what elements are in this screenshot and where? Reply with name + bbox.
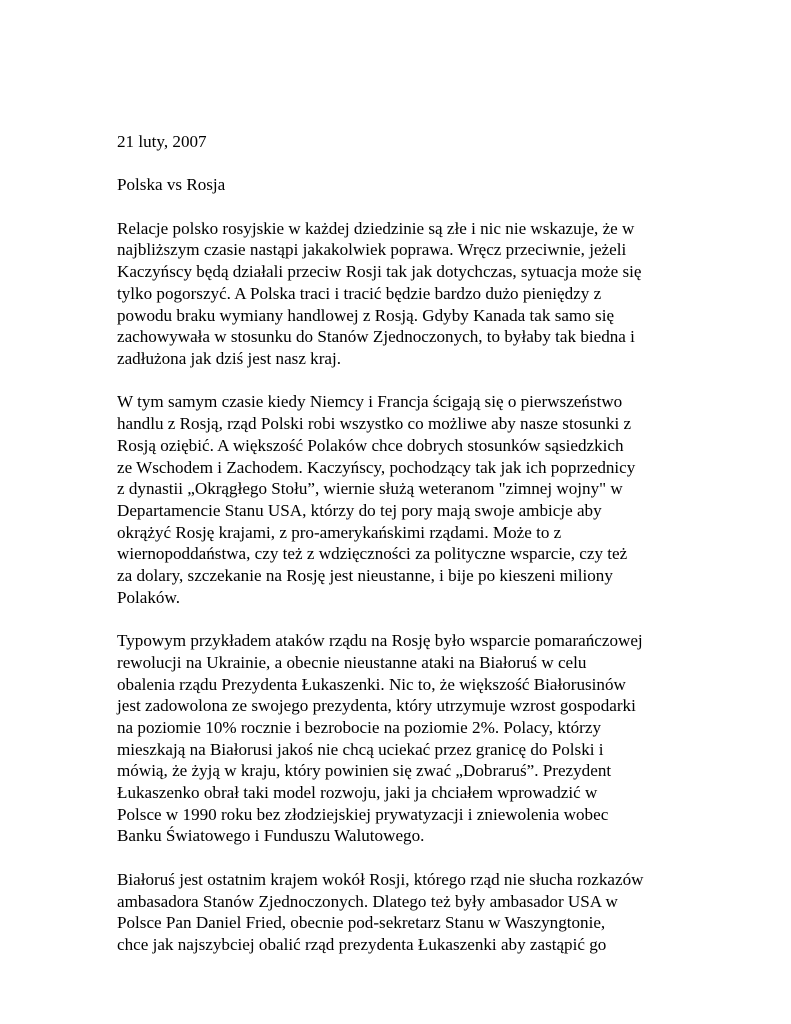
paragraph: [117, 218, 697, 370]
text-line: zadłużona jak dziś jest nasz kraj.: [117, 349, 342, 368]
text-line: Typowym przykładem ataków rządu na Rosję było wsparcie pomarańczowej: [117, 631, 643, 651]
text-line: mieszkają na Białorusi jakoś nie chcą uciekać przez granicę do Polski i: [117, 739, 604, 759]
text-line: Rosją oziębić. A większość Polaków chce dobrych stosunków sąsiedzkich: [117, 435, 624, 455]
text-line: najbliższym czasie nastąpi jakakolwiek poprawa. Wręcz przeciwnie, jeżeli: [117, 240, 627, 260]
text-line: wiernopoddaństwa, czy też z wdzięczności za polityczne wsparcie, czy też: [117, 544, 628, 564]
text-line: Kaczyńscy będą działali przeciw Rosji tak jak dotychczas, sytuacja może się: [117, 262, 642, 282]
document-date: 21 luty, 2007: [117, 132, 207, 151]
text-line: rewolucji na Ukrainie, a obecnie nieustanne ataki na Białoruś w celu: [117, 652, 587, 672]
text-line: okrążyć Rosję krajami, z pro-amerykańskimi rządami. Może to z: [117, 522, 562, 542]
text-line: za dolary, szczekanie na Rosję jest nieustanne, i bije po kieszeni miliony: [117, 566, 613, 586]
text-line: Departamencie Stanu USA, którzy do tej pory mają swoje ambicje aby: [117, 500, 602, 520]
text-line: powodu braku wymiany handlowej z Rosją. Gdyby Kanada tak samo się: [117, 305, 615, 325]
text-line: z dynastii „Okrągłego Stołu”, wiernie służą weteranom "zimnej wojny" w: [117, 479, 623, 499]
text-line: Białoruś jest ostatnim krajem wokół Rosji, którego rząd nie słucha rozkazów: [117, 869, 644, 889]
text-line: obalenia rządu Prezydenta Łukaszenki. Nic to, że większość Białorusinów: [117, 674, 626, 694]
document-title: Polska vs Rosja: [117, 175, 226, 195]
text-line: handlu z Rosją, rząd Polski robi wszystko co możliwe aby nasze stosunki z: [117, 414, 632, 434]
text-line: tylko pogorszyć. A Polska traci i tracić będzie bardzo dużo pieniędzy z: [117, 283, 602, 303]
text-line: mówią, że żyją w kraju, który powinien się zwać „Dobraruś”. Prezydent: [117, 761, 612, 781]
text-line: chce jak najszybciej obalić rząd prezydenta Łukaszenki aby zastąpić go: [117, 934, 607, 954]
text-line: jest zadowolona ze swojego prezydenta, który utrzymuje wzrost gospodarki: [117, 696, 636, 716]
text-line: zachowywała w stosunku do Stanów Zjednoczonych, to byłaby tak biedna i: [117, 327, 635, 347]
text-line: na poziomie 10% rocznie i bezrobocie na poziomie 2%. Polacy, którzy: [117, 717, 601, 737]
text-line: Relacje polsko rosyjskie w każdej dziedzinie są złe i nic nie wskazuje, że w: [117, 218, 635, 238]
text-line: Polsce Pan Daniel Fried, obecnie pod-sekretarz Stanu w Waszyngtonie,: [117, 913, 606, 933]
text-line: Banku Światowego i Funduszu Walutowego.: [117, 826, 425, 846]
text-line: Łukaszenko obrał taki model rozwoju, jaki ja chciałem wprowadzić w: [117, 783, 598, 803]
paragraph: [117, 630, 697, 847]
paragraph: [117, 391, 697, 608]
text-line: Polsce w 1990 roku bez złodziejskiej prywatyzacji i zniewolenia wobec: [117, 804, 609, 824]
document-body: [117, 131, 697, 977]
text-line: W tym samym czasie kiedy Niemcy i Francja ścigają się o pierwszeństwo: [117, 392, 623, 412]
text-line: Polaków.: [117, 587, 180, 607]
text-line: ambasadora Stanów Zjednoczonych. Dlatego też były ambasador USA w: [117, 891, 618, 911]
paragraph: [117, 869, 697, 956]
text-line: ze Wschodem i Zachodem. Kaczyńscy, pochodzący tak jak ich poprzednicy: [117, 457, 636, 477]
